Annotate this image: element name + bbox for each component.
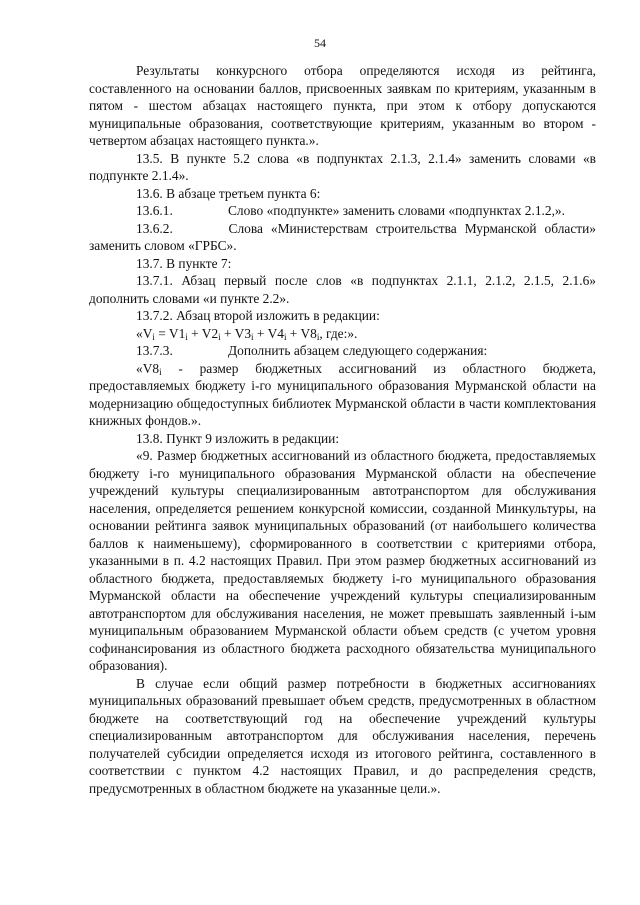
formula-part: + V3	[220, 325, 252, 341]
paragraph-13-6: 13.6. В абзаце третьем пункта 6:	[136, 185, 321, 201]
formula-part: + V4	[253, 325, 284, 341]
formula-sub: i	[185, 331, 188, 342]
paragraph-13-6-1	[89, 202, 596, 220]
formula-part: , где:».	[319, 325, 358, 341]
formula-part: «V	[136, 325, 153, 341]
paragraph-final: В случае если общий размер потребности в бюджетных ассигнованиях муниципальных образований превышает объем средств, предусмотренных в областном бюджете на соответствующий год на обеспечение учреждений культуры специализированным автотранспортом для обслуживания населения, перечень получателей субсидии определяется исходя из итогового рейтинга, составленного в соответствии с пунктом 4.2 настоящих Правил, и до распределения средств, предусмотренных в областном бюджете на указанные цели.».	[89, 675, 596, 796]
paragraph-9: «9. Размер бюджетных ассигнований из областного бюджета, предоставляемых бюджету i-го муниципального образования Мурманской области на обеспечение учреждений культуры специализированным автотранспортом для обслуживания населения, определяется решением конкурсной комиссии, созданной Минкультуры, на основании рейтинга заявок муниципальных образований (от наибольшего количества баллов к наименьшему), сформированного в соответствии с критериями отбора, указанными в п. 4.2 настоящих Правил. При этом размер бюджетных ассигнований из областного бюджета, предоставляемых бюджету i-го муниципального образования Мурманской области на обеспечение учреждений культуры специализированным автотранспортом для обслуживания населения, не может превышать заявленный i-ым муниципальным образованием Мурманской области объем средств (с учетом уровня софинансирования из областного бюджета расходного обязательства муниципального образования).	[89, 448, 596, 673]
item-number: 13.7.3.	[136, 343, 173, 358]
formula	[89, 325, 596, 343]
paragraph-13-7: 13.7. В пункте 7:	[136, 255, 232, 271]
formula-sub: i	[283, 331, 287, 342]
formula-sub: i	[152, 331, 155, 342]
item-number: 13.6.2.	[136, 220, 173, 236]
paragraph-13-7-3	[89, 342, 596, 360]
formula-sub: i	[251, 331, 254, 342]
formula-part: + V2	[187, 325, 219, 341]
item-number: 13.6.1.	[136, 203, 173, 218]
v8-sub: i	[159, 366, 162, 377]
paragraph-13-7-2: 13.7.2. Абзац второй изложить в редакции:	[136, 308, 380, 323]
document-body	[89, 62, 596, 797]
item-text: Слово «подпункте» заменить словами «подпунктах 2.1.2,».	[228, 203, 565, 218]
v8-label: «V8	[136, 360, 160, 376]
formula-sub: i	[316, 331, 320, 342]
paragraph-13-6-2	[89, 220, 596, 255]
item-text: Дополнить абзацем следующего содержания:	[228, 343, 488, 358]
paragraph-13-7-1: 13.7.1. Абзац первый после слов «в подпунктах 2.1.1, 2.1.2, 2.1.5, 2.1.6» дополнить словами «и пункте 2.2».	[89, 273, 596, 306]
v8-text: - размер бюджетных ассигнований из областного бюджета, предоставляемых бюджету i-го муниципального образования Мурманской области на модернизацию общедоступных библиотек Мурманской области в части комплектования книжных фондов.».	[89, 360, 596, 428]
item-text: Слова «Министерствам строительства Мурманской области» заменить словом «ГРБС».	[89, 220, 596, 253]
formula-sub: i	[218, 331, 221, 342]
page-number: 54	[314, 36, 326, 50]
formula-part: = V1	[154, 325, 186, 341]
paragraph-13-5: 13.5. В пункте 5.2 слова «в подпунктах 2.1.3, 2.1.4» заменить словами «в подпункте 2.1.4».	[89, 150, 596, 183]
paragraph-v8	[89, 360, 596, 430]
formula-part: + V8	[286, 325, 317, 341]
paragraph-13-8: 13.8. Пункт 9 изложить в редакции:	[136, 430, 340, 446]
paragraph-results: Результаты конкурсного отбора определяются исходя из рейтинга, составленного на основании баллов, присвоенных заявкам по критериям, указанным в пятом - шестом абзацах настоящего пункта, при этом к отбору допускаются муниципальные образования, соответствующие критериям, указанным во втором - четвертом абзацах настоящего пункта.».	[89, 63, 596, 148]
